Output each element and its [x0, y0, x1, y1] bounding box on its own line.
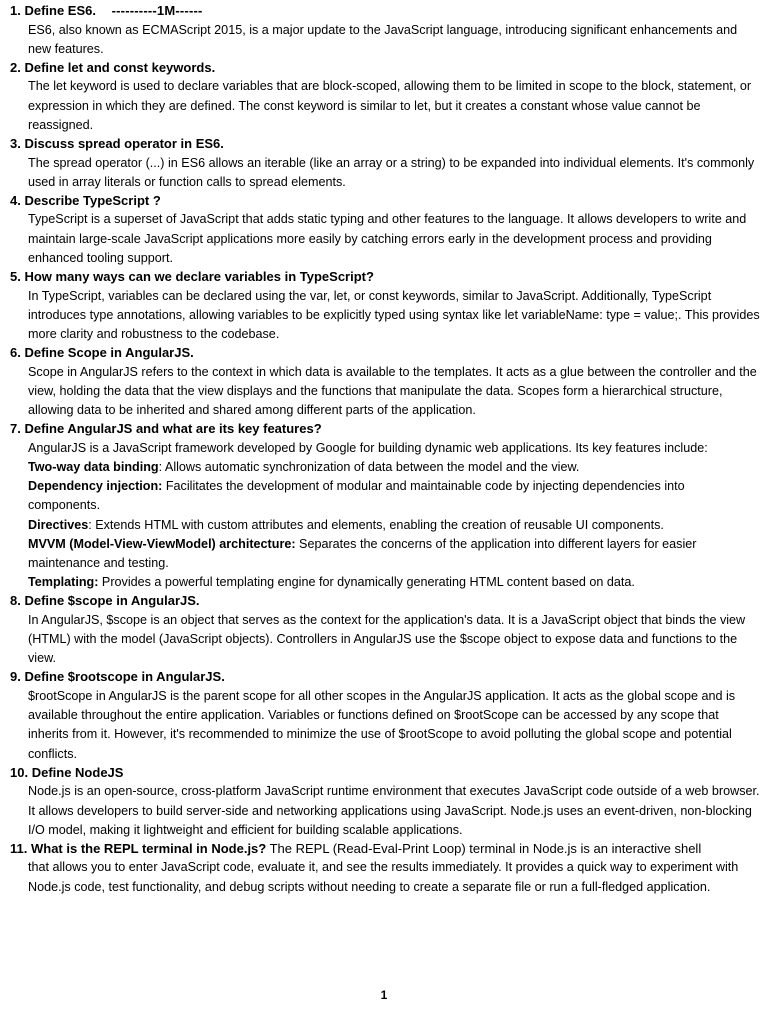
question-heading — [10, 668, 760, 687]
feature-description: Facilitates the development of modular and maintainable code by injecting dependencies into components. — [28, 479, 685, 513]
answer-text: In AngularJS, $scope is an object that serves as the context for the application's data. It is a JavaScript object that binds the view (HTML) with the model (JavaScript objects). Controllers in AngularJS use the $scope object to expose data and functions to the view. — [28, 612, 746, 666]
question-number: 1. — [10, 3, 21, 18]
question-number: 6. — [10, 345, 21, 361]
feature-term: Dependency injection: — [28, 479, 163, 494]
feature-description: Extends HTML with custom attributes and elements, enabling the creation of reusable UI components. — [91, 517, 664, 532]
answer-text: AngularJS is a JavaScript framework developed by Google for building dynamic web applications. Its key features include: — [28, 440, 708, 455]
feature-term: Directives — [28, 517, 89, 532]
question-heading — [10, 135, 760, 154]
question-11 — [10, 840, 760, 897]
question-title: How many ways can we declare variables in TypeScript? — [24, 269, 374, 285]
feature-item — [28, 477, 760, 515]
feature-term: Templating: — [28, 575, 99, 590]
page-number: 1 — [380, 988, 388, 1002]
answer-text: that allows you to enter JavaScript code, evaluate it, and see the results immediately. It provides a quick way to experiment with Node.js code, test functionality, and debug scripts without needing to create a separate file or run a full-fledged application. — [28, 860, 739, 894]
question-heading — [10, 764, 760, 783]
question-title: Define $scope in AngularJS. — [24, 593, 200, 609]
answer-text: The let keyword is used to declare variables that are block-scoped, allowing them to be limited in scope to the block, statement, or expression in which they are defined. The const keyword is similar to let, but it creates a constant whose value cannot be reassigned. — [28, 79, 752, 132]
feature-separator: : — [158, 459, 163, 474]
question-1 — [10, 2, 760, 59]
question-9 — [10, 668, 760, 763]
answer-text: Node.js is an open-source, cross-platform JavaScript runtime environment that executes JavaScript code outside of a web browser. It allows developers to build server-side and networking applications using JavaScript. Node.js uses an event-driven, non-blocking I/O model, making it lightweight and efficient for building scalable applications. — [28, 784, 760, 837]
question-3 — [10, 135, 760, 192]
question-heading — [10, 840, 760, 859]
question-title: Define NodeJS — [31, 764, 124, 780]
feature-description: Allows automatic synchronization of data between the model and the view. — [162, 459, 580, 474]
question-heading — [10, 344, 760, 363]
question-4 — [10, 192, 760, 268]
answer-text: Scope in AngularJS refers to the context in which data is available to the templates. It acts as a glue between the controller and the view, holding the data that the view displays and the functions that manipulate the data. Scopes form a hierarchical structure, allowing data to be inherited and shared among different parts of the application. — [28, 364, 757, 418]
question-title: Define let and const keywords. — [24, 59, 216, 75]
answer-text: $rootScope in AngularJS is the parent scope for all other scopes in the AngularJS application. It acts as the global scope and is available throughout the entire application. Variables or functions defined on $rootScope can be accessed by any scope that inherits from it. However, it's recommended to minimize the use of $rootScope to avoid polluting the global scope and potential conflicts. — [28, 688, 736, 761]
feature-item — [28, 458, 760, 477]
feature-description: Provides a powerful templating engine for dynamically generating HTML content based on data. — [98, 575, 635, 590]
answer-text: In TypeScript, variables can be declared using the var, let, or const keywords, similar to JavaScript. Additionally, TypeScript introduces type annotations, allowing variables to be explicitly typed using syntax like let variableName: type = value;. This provides more clarity and robustness to the codebase. — [28, 288, 760, 341]
question-number: 9. — [10, 669, 21, 685]
question-6 — [10, 344, 760, 420]
question-2 — [10, 59, 760, 135]
question-8 — [10, 592, 760, 668]
question-title: Describe TypeScript ? — [24, 192, 161, 208]
question-heading — [10, 59, 760, 78]
feature-separator: : — [88, 517, 92, 532]
feature-item — [28, 535, 760, 573]
feature-description: Separates the concerns of the application into different layers for easier maintenance and testing. — [28, 536, 697, 570]
marks-label: ----------1M------ — [111, 3, 203, 18]
question-heading — [10, 2, 760, 21]
feature-term: MVVM (Model-View-ViewModel) architecture: — [28, 536, 296, 551]
question-title: Define AngularJS and what are its key features? — [24, 421, 322, 437]
question-number: 4. — [10, 192, 21, 208]
question-10 — [10, 764, 760, 840]
answer-text-inline: The REPL (Read-Eval-Print Loop) terminal in Node.js is an interactive shell — [266, 840, 702, 856]
question-number: 10. — [10, 764, 29, 780]
question-number: 8. — [10, 593, 21, 609]
question-number: 2. — [10, 59, 21, 75]
question-number: 5. — [10, 269, 21, 285]
question-5 — [10, 268, 760, 344]
question-heading — [10, 592, 760, 611]
question-title: Define Scope in AngularJS. — [24, 345, 194, 361]
answer-text: ES6, also known as ECMAScript 2015, is a major update to the JavaScript language, introducing significant enhancements and new features. — [28, 22, 738, 56]
question-title: What is the REPL terminal in Node.js? — [30, 840, 267, 856]
question-heading — [10, 268, 760, 287]
question-number: 7. — [10, 421, 21, 437]
feature-item — [28, 573, 760, 592]
question-title: Define $rootscope in AngularJS. — [24, 669, 225, 685]
feature-term: Two-way data binding — [28, 459, 159, 474]
answer-text: TypeScript is a superset of JavaScript that adds static typing and other features to the language. It allows developers to write and maintain large-scale JavaScript applications more easily by catching errors early in the development process and providing enhanced tooling support. — [28, 212, 747, 265]
question-number: 11. — [10, 840, 28, 856]
question-heading — [10, 192, 760, 211]
answer-text: The spread operator (...) in ES6 allows an iterable (like an array or a string) to be expanded into individual elements. It's commonly used in array literals or function calls to spread elements. — [28, 155, 755, 189]
question-7 — [10, 420, 760, 592]
question-heading — [10, 420, 760, 439]
question-title: Define ES6. — [24, 3, 96, 18]
question-title: Discuss spread operator in ES6. — [24, 136, 224, 152]
feature-item — [28, 516, 760, 535]
question-number: 3. — [10, 136, 21, 152]
